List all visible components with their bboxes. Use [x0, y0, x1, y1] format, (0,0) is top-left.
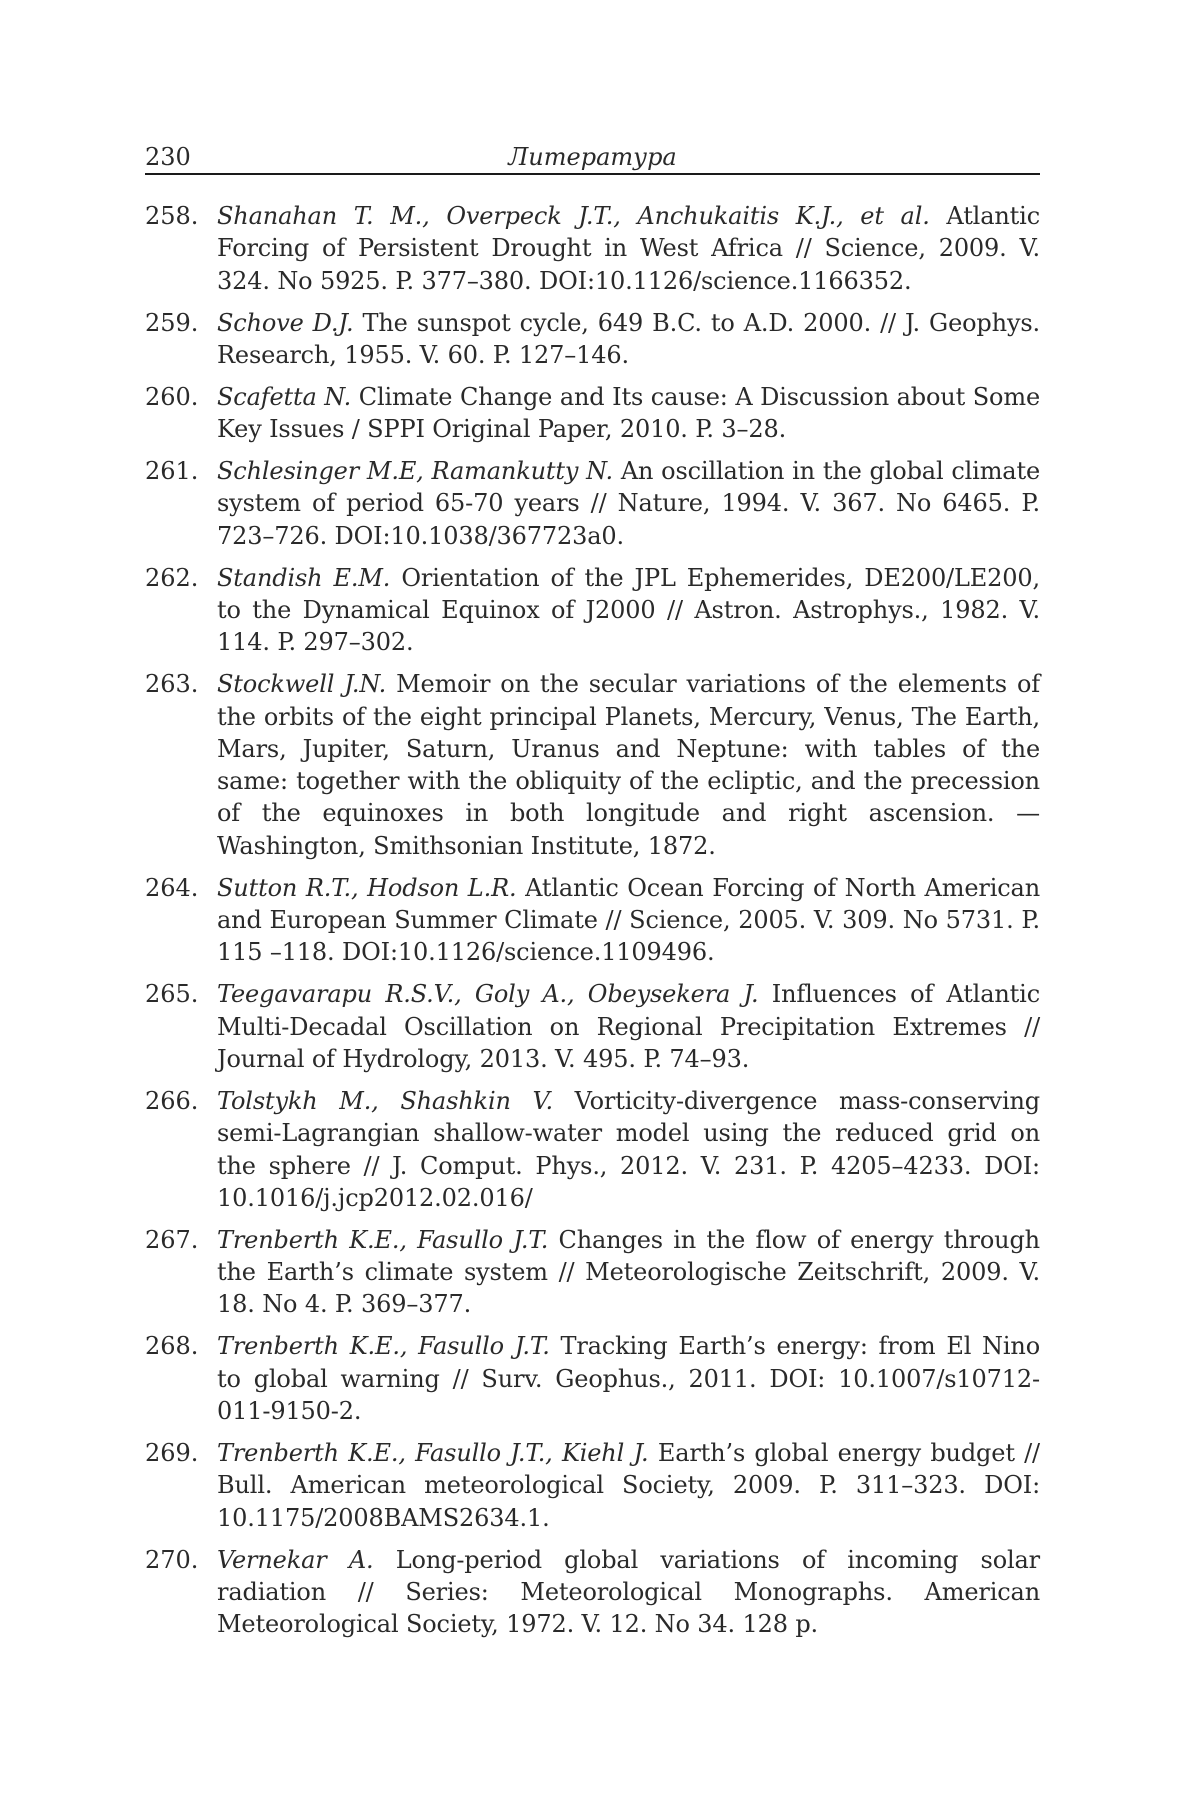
reference-text: Climate Change and Its cause: A Discussion about Some Key Issues / SPPI Original Paper, 2010. P. 3–28.	[217, 383, 1040, 443]
page-number: 230	[145, 142, 191, 172]
reference-authors: Schlesinger M.E, Ramankutty N.	[217, 457, 613, 485]
reference-authors: Trenberth K.E., Fasullo J.T., Kiehl J.	[217, 1439, 649, 1467]
reference-text: Atlantic Forcing of Persistent Drought in West Africa // Science, 2009. V. 324. No 5925. P. 377–380. DOI:10.1126/science.1166352.	[217, 202, 1040, 295]
reference-item	[145, 1085, 1040, 1214]
reference-authors: Vernekar A.	[217, 1546, 374, 1574]
reference-body	[217, 1544, 1040, 1641]
reference-number: 264.	[145, 872, 217, 969]
reference-authors: Schove D.J.	[217, 309, 353, 337]
reference-item	[145, 562, 1040, 659]
reference-text: Memoir on the secular variations of the elements of the orbits of the eight principal Planets, Mercury, Venus, The Earth, Mars, Jupiter, Saturn, Uranus and Neptune: with tables of the same: together with the obliquity of the ecliptic, and the precession of the equinoxes in both longitude and right ascension. — Washington, Smithsonian Institute, 1872.	[217, 670, 1040, 859]
reference-body	[217, 978, 1040, 1075]
reference-body	[217, 200, 1040, 297]
running-head-title: Литература	[145, 142, 1040, 172]
page-header	[145, 142, 1040, 174]
reference-authors: Trenberth K.E., Fasullo J.T.	[217, 1226, 548, 1254]
reference-number: 267.	[145, 1224, 217, 1321]
reference-body	[217, 1437, 1040, 1534]
reference-text: Vorticity-divergence mass-conserving semi-Lagrangian shallow-water model using the reduced grid on the sphere // J. Comput. Phys., 2012. V. 231. P. 4205–4233. DOI: 10.1016/j.jcp2012.02.016/	[217, 1087, 1040, 1212]
reference-number: 259.	[145, 307, 217, 372]
reference-item	[145, 307, 1040, 372]
reference-text: Orientation of the JPL Ephemerides, DE200/LE200, to the Dynamical Equinox of J2000 // Astron. Astrophys., 1982. V. 114. P. 297–302.	[217, 564, 1040, 657]
reference-text: The sunspot cycle, 649 B.C. to A.D. 2000. // J. Geophys. Research, 1955. V. 60. P. 127–146.	[217, 309, 1040, 369]
reference-authors: Trenberth K.E., Fasullo J.T.	[217, 1332, 550, 1360]
reference-body	[217, 562, 1040, 659]
reference-body	[217, 307, 1040, 372]
reference-text: Changes in the flow of energy through the Earth’s climate system // Meteorologische Zeitschrift, 2009. V. 18. No 4. P. 369–377.	[217, 1226, 1040, 1319]
reference-number: 262.	[145, 562, 217, 659]
reference-authors: Scafetta N.	[217, 383, 351, 411]
reference-list	[145, 200, 1040, 1650]
reference-number: 261.	[145, 455, 217, 552]
reference-text: Tracking Earth’s energy: from El Nino to global warning // Surv. Geophus., 2011. DOI: 10.1007/s10712-011-9150-2.	[217, 1332, 1040, 1425]
reference-item	[145, 668, 1040, 862]
reference-number: 268.	[145, 1330, 217, 1427]
reference-number: 270.	[145, 1544, 217, 1641]
reference-number: 258.	[145, 200, 217, 297]
reference-item	[145, 381, 1040, 446]
reference-number: 266.	[145, 1085, 217, 1214]
reference-number: 260.	[145, 381, 217, 446]
reference-item	[145, 1330, 1040, 1427]
reference-authors: Teegavarapu R.S.V., Goly A., Obeysekera J.	[217, 980, 759, 1008]
reference-item	[145, 455, 1040, 552]
reference-item	[145, 1224, 1040, 1321]
reference-body	[217, 1330, 1040, 1427]
reference-body	[217, 872, 1040, 969]
reference-number: 263.	[145, 668, 217, 862]
reference-text: An oscillation in the global climate system of period 65-70 years // Nature, 1994. V. 367. No 6465. P. 723–726. DOI:10.1038/367723a0.	[217, 457, 1040, 550]
reference-item	[145, 978, 1040, 1075]
reference-authors: Sutton R.T., Hodson L.R.	[217, 874, 516, 902]
reference-authors: Shanahan T. M., Overpeck J.T., Anchukaitis K.J., et al.	[217, 202, 930, 230]
reference-text: Atlantic Ocean Forcing of North American and European Summer Climate // Science, 2005. V. 309. No 5731. P. 115 –118. DOI:10.1126/science.1109496.	[217, 874, 1040, 967]
reference-item	[145, 872, 1040, 969]
reference-item	[145, 1437, 1040, 1534]
reference-authors: Tolstykh M., Shashkin V.	[217, 1087, 553, 1115]
reference-body	[217, 668, 1040, 862]
reference-body	[217, 455, 1040, 552]
reference-text: Long-period global variations of incoming solar radiation // Series: Meteorological Monographs. American Meteorological Society, 1972. V. 12. No 34. 128 p.	[217, 1546, 1040, 1639]
reference-number: 265.	[145, 978, 217, 1075]
reference-text: Earth’s global energy budget // Bull. American meteorological Society, 2009. P. 311–323. DOI: 10.1175/2008BAMS2634.1.	[217, 1439, 1040, 1532]
reference-body	[217, 1085, 1040, 1214]
reference-authors: Stockwell J.N.	[217, 670, 386, 698]
reference-authors: Standish E.M.	[217, 564, 390, 592]
header-rule	[145, 173, 1040, 175]
reference-item	[145, 200, 1040, 297]
reference-body	[217, 1224, 1040, 1321]
reference-item	[145, 1544, 1040, 1641]
reference-number: 269.	[145, 1437, 217, 1534]
reference-text: Influences of Atlantic Multi-Decadal Oscillation on Regional Precipitation Extremes // Journal of Hydrology, 2013. V. 495. P. 74–93.	[217, 980, 1040, 1073]
reference-body	[217, 381, 1040, 446]
